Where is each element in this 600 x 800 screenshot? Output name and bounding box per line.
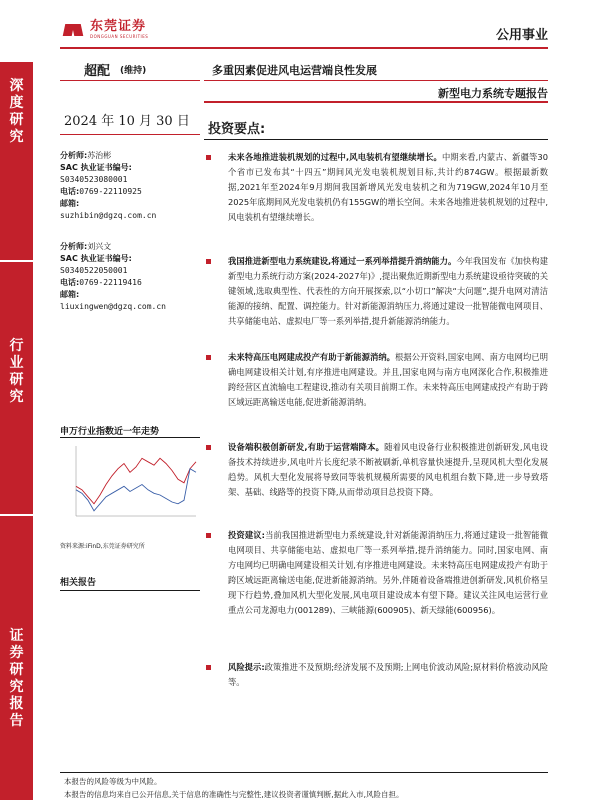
logo-name: 东莞证券	[90, 19, 147, 34]
analyst-sac: S0340523080001	[60, 175, 128, 184]
bullet-square-icon	[206, 665, 211, 670]
footer-disclaimer: 本报告的信息均来自已公开信息,关于信息的准确性与完整性,建议投资者谨慎判断,据此入市,风险自担。	[64, 790, 404, 799]
analyst-card: 分析师:刘兴文 SAC 执业证书编号: S0340522050001 电话:0769-22119416 邮箱: liuxingwen@dgzq.com.cn	[60, 242, 166, 311]
bullet-square-icon	[206, 445, 211, 450]
divider	[60, 590, 200, 591]
industry-index-chart	[60, 440, 200, 530]
analyst-email[interactable]: liuxingwen@dgzq.com.cn	[60, 302, 166, 311]
footer-divider	[60, 772, 548, 773]
key-points-heading: 投资要点:	[208, 122, 266, 137]
analyst-email[interactable]: suzhibin@dgzq.com.cn	[60, 211, 157, 220]
key-point: 我国推进新型电力系统建设,将通过一系列举措提升消纳能力。今年我国发布《加快构建新型电力系统行动方案(2024-2027年)》,提出聚焦近期新型电力系统建设亟待突破的关键领域,选取典型性、代表性的方向开展探索,以“小切口”解决“大问题”,提升电网对清洁能源的接纳、配置、调控能力。针对新能源消纳压力,将通过建设一批智能微电网项目、共享储能电站、虚拟电厂等一系列举措,提升新能源消纳能力。	[206, 254, 548, 329]
sidebar-band-industry-research: 行 业 研 究	[0, 262, 33, 514]
sidebar-band-deep-research: 深 度 研 究	[0, 62, 33, 260]
bullet-square-icon	[206, 155, 211, 160]
chart-source: 资料来源:iFinD,东莞证券研究所	[60, 543, 145, 550]
logo-mark-icon	[64, 21, 84, 39]
divider	[204, 80, 548, 81]
sector-label: 公用事业	[495, 28, 548, 43]
divider	[60, 134, 200, 135]
analyst-phone: 0769-22119416	[79, 278, 142, 287]
related-reports-heading: 相关报告	[60, 578, 97, 588]
rating: 超配	[84, 64, 111, 79]
report-type: 新型电力系统专题报告	[438, 87, 548, 100]
company-logo	[64, 20, 148, 40]
bullet-square-icon	[206, 259, 211, 264]
divider	[60, 437, 200, 438]
bullet-square-icon	[206, 533, 211, 538]
sidebar-band-securities-report: 证 券 研 究 报 告	[0, 516, 33, 800]
header-divider	[60, 47, 548, 49]
bullet-square-icon	[206, 355, 211, 360]
chart-title: 申万行业指数近一年走势	[60, 427, 160, 437]
analyst-name: 苏治彬	[87, 151, 112, 160]
key-point: 未来各地推进装机规划的过程中,风电装机有望继续增长。中期来看,内蒙古、新疆等30个省市已发布其“十四五”期间风光发电装机规划目标,共计约874GW。根据最新数据,2021年至2024年9月期间我国新增风光发电装机之和为719GW,2024年10月至2025年底期间风光发电装机仍有155GW的增长空间。未来各地推进装机规划的过程中,风电装机有望继续增长。	[206, 150, 548, 225]
divider	[60, 80, 200, 81]
footer-risk-level: 本报告的风险等级为中风险。	[64, 777, 162, 786]
key-point: 未来特高压电网建成投产有助于新能源消纳。根据公开资料,国家电网、南方电网均已明确电网建设相关计划,有序推进电网建设。并且,国家电网与南方电网深化合作,积极推进跨经营区直流输电工程建设,推动有关项目前期工作。未来特高压电网建成投产有助于跨区域远距离输送电能,促进新能源消纳。	[206, 350, 548, 410]
report-date: 2024 年 10 月 30 日	[64, 114, 190, 129]
divider	[204, 139, 548, 140]
logo-name-en: DONGGUAN SECURITIES	[90, 34, 149, 39]
report-title: 多重因素促进风电运营端良性发展	[212, 64, 377, 77]
investment-advice: 投资建议:当前我国推进新型电力系统建设,针对新能源消纳压力,将通过建设一批智能微电网项目、共享储能电站、虚拟电厂等一系列举措,提升消纳能力。同时,国家电网、南方电网均已明确电网建设相关计划,有序推进电网建设。未来特高压电网建成投产有助于跨区域远距离输送电能,促进新能源消纳。另外,伴随着设备端推进创新研发,风机价格呈现下行趋势,叠加风机大型化发展,风电项目建设成本有望下降。建议关注风电运营行业重点公司龙源电力(001289)、三峡能源(600905)、新天绿能(600956)。	[206, 528, 548, 618]
risk-warning: 风险提示:政策推进不及预期;经济发展不及预期;上网电价波动风险;原材料价格波动风险等。	[206, 660, 548, 690]
key-point: 设备端积极创新研发,有助于运营端降本。随着风电设备行业积极推进创新研发,风电设备技术持续进步,风电叶片长度纪录不断被刷新,单机容量快速提升,呈现风机大型化发展趋势。风机大型化发展将导致同等装机规模所需要的风电机组台数下降,进一步导致塔架、基础、线路等的投资下降,从而带动项目总投资下降。	[206, 440, 548, 500]
analyst-phone: 0769-22110925	[79, 187, 142, 196]
divider	[204, 101, 548, 103]
analyst-sac: S0340522050001	[60, 266, 128, 275]
analyst-card: 分析师:苏治彬 SAC 执业证书编号: S0340523080001 电话:0769-22110925 邮箱: suzhibin@dgzq.com.cn	[60, 151, 157, 220]
rating-status: (维持)	[120, 66, 147, 76]
chart-series-line-1	[76, 458, 196, 504]
analyst-name: 刘兴文	[87, 242, 112, 251]
